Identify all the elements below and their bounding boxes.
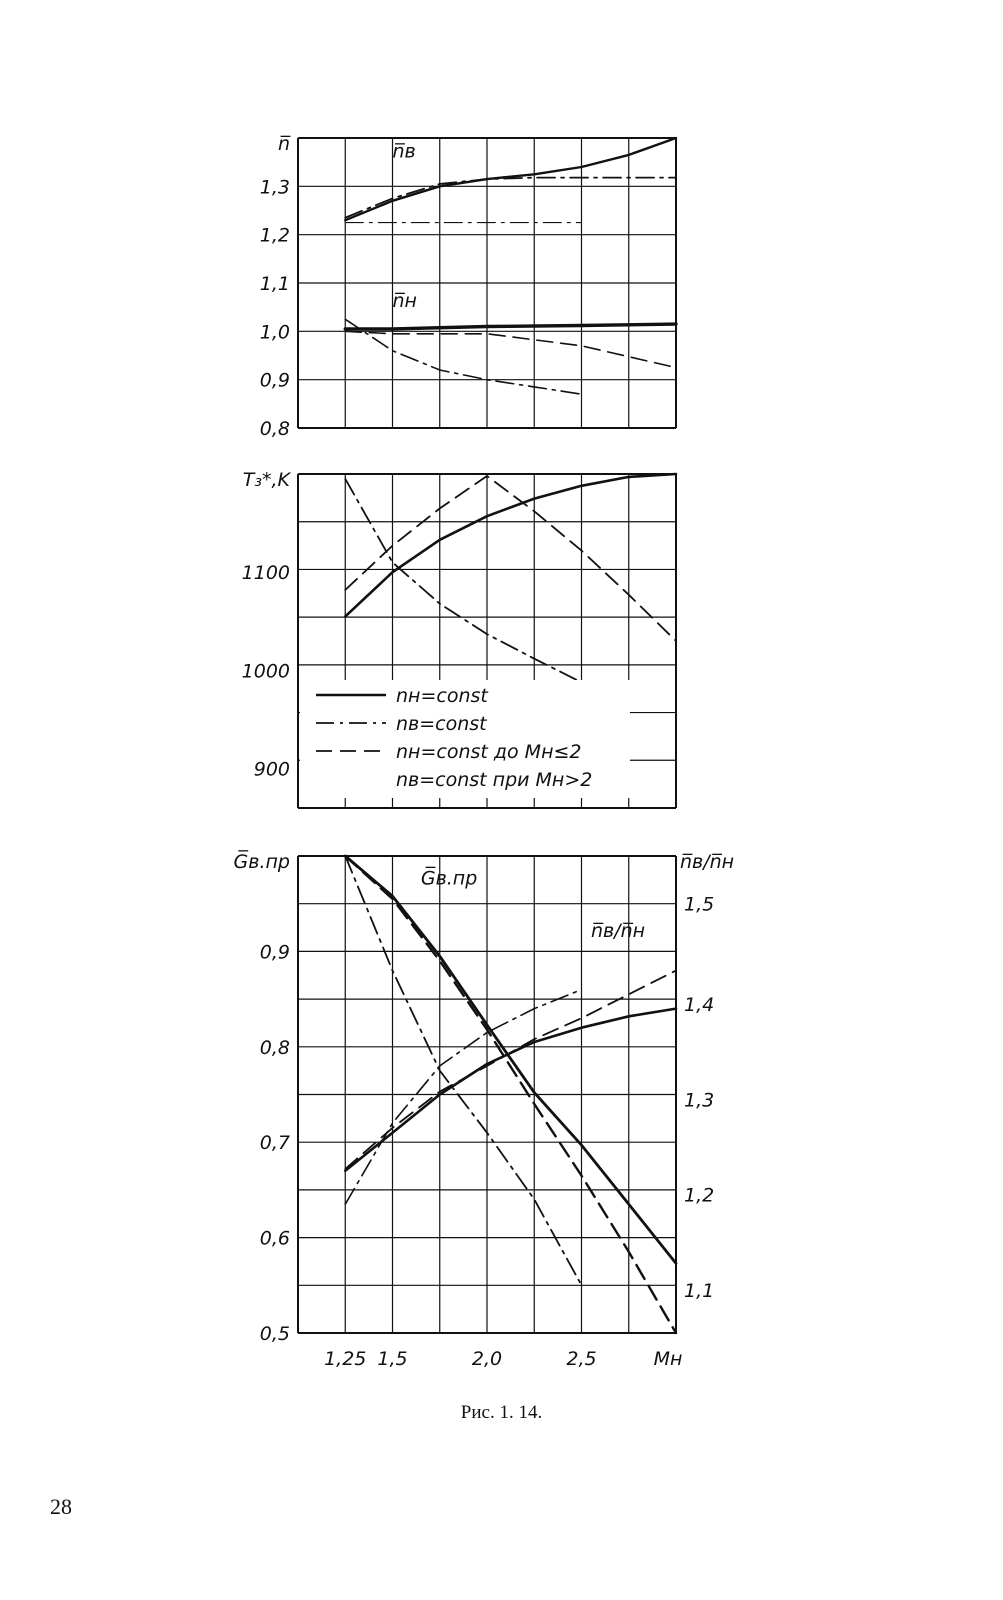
y-tick-label: 900	[253, 758, 290, 781]
y-tick-label: 0,7	[259, 1132, 290, 1155]
series-line	[345, 990, 581, 1205]
y2-tick-label: 1,4	[684, 993, 715, 1016]
series-line	[345, 1009, 676, 1171]
y-tick-label: 0,9	[259, 941, 290, 964]
y2-tick-label: 1,1	[684, 1280, 715, 1303]
y-tick-label: 1000	[241, 660, 290, 683]
y-axis-label: G̅в.пр	[233, 851, 290, 873]
x-axis-label: Mн	[653, 1348, 683, 1370]
series-line	[345, 179, 487, 220]
y-tick-label: 1,2	[259, 224, 290, 247]
y-tick-label: 0,9	[259, 369, 290, 392]
series-line	[345, 178, 676, 218]
x-tick-label: 2,0	[471, 1348, 503, 1370]
x-tick-label: 1,5	[377, 1348, 408, 1370]
series-line	[345, 971, 676, 1169]
y2-tick-label: 1,3	[684, 1089, 715, 1112]
legend-label: nв=const при Mн>2	[396, 769, 593, 791]
series-line	[345, 324, 676, 329]
curve-annotation: n̅в/n̅н	[590, 920, 646, 943]
series-line	[345, 474, 676, 616]
series-line	[345, 479, 581, 682]
curve-annotation: G̅в.пр	[420, 867, 478, 890]
x-tick-label: 2,5	[566, 1348, 597, 1370]
y2-tick-label: 1,5	[684, 893, 715, 916]
series-line	[345, 856, 676, 1263]
y-tick-label: 0,8	[259, 1036, 290, 1059]
x-tick-label: 1,25	[324, 1348, 367, 1370]
y-tick-label: 1,1	[259, 273, 290, 295]
series-line	[345, 856, 581, 1285]
page-number: 28	[50, 1494, 72, 1519]
curve-annotation: n̅в	[392, 140, 416, 163]
figure-caption: Рис. 1. 14.	[460, 1402, 543, 1423]
curve-annotation: n̅н	[392, 290, 417, 313]
y-tick-label: 0,5	[259, 1323, 290, 1345]
series-line	[345, 476, 676, 641]
legend-label: nн=const до Mн≤2	[396, 741, 582, 763]
legend-label: nн=const	[396, 685, 488, 707]
y-tick-label: 0,8	[259, 418, 290, 440]
y-tick-label: 1,3	[259, 176, 290, 199]
y2-axis-label: n̅в/n̅н	[680, 851, 735, 873]
y-axis-label: n̅	[277, 133, 290, 155]
y2-tick-label: 1,2	[684, 1184, 715, 1207]
series-line	[345, 331, 676, 367]
y-tick-label: 1100	[241, 562, 290, 585]
legend	[300, 680, 630, 798]
y-tick-label: 0,6	[259, 1227, 290, 1250]
y-tick-label: 1,0	[259, 321, 290, 344]
legend-label: nв=const	[396, 713, 487, 735]
chart-3	[234, 849, 735, 1370]
chart-1	[260, 133, 676, 440]
y-axis-label: T₃*,K	[242, 469, 290, 491]
